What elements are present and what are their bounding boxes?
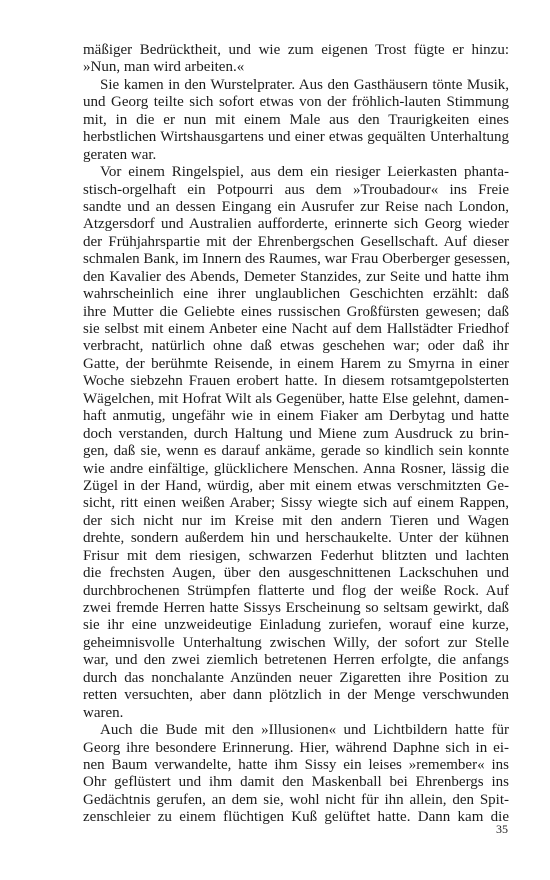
page-number: 35 (496, 822, 508, 836)
text-line: Zügel in der Hand, würdig, aber mit einem etwas verschmitzten Ge- (83, 477, 509, 494)
text-line: doch verstanden, durch Haltung und Miene zum Ausdruck zu brin- (83, 425, 509, 442)
text-line: den Kavalier des Abends, Demeter Stanzides, zur Seite und hatte ihm (83, 268, 509, 285)
text-line: mit, in die er nun mit einem Male aus den Traurigkeiten eines (83, 111, 509, 128)
text-line: Wägelchen, mit Hofrat Wilt als Gegenüber, hatte Else gelehnt, damen- (83, 390, 509, 407)
text-line: zwei fremde Herren hatte Sissys Erscheinung so seltsam gewirkt, daß (83, 600, 509, 616)
text-line: mäßiger Bedrücktheit, und wie zum eigenen Trost fügte er hinzu: (83, 42, 509, 58)
text-line: sie ihr eine unzweideutige Einladung zuriefen, worauf eine kurze, (83, 617, 509, 634)
text-line: herbstlichen Wirtshausgartens und einer etwas gequälten Unterhaltung (83, 129, 509, 146)
text-line: Vor einem Ringelspiel, aus dem ein riesiger Leierkasten phanta- (100, 164, 509, 181)
text-line: wahrscheinlich eine ihrer unglaublichen Geschichten erzählt: daß (83, 286, 509, 303)
text-line: sie selbst mit einem Anbeter eine Nacht auf dem Hallstädter Friedhof (83, 321, 509, 337)
text-line: sandte und an dessen Eingang ein Ausrufer zur Reise nach London, (83, 198, 509, 215)
text-line: zenschleier zu einem flüchtigen Kuß gelüftet hatte. Dann kam die (83, 809, 509, 826)
text-line: ihre Mutter die Geliebte eines russischen Großfürsten gewesen; daß (83, 303, 509, 320)
text-line: Sie kamen in den Wurstelprater. Aus den Gasthäusern tönte Musik, (100, 76, 509, 93)
text-line: die frechsten Augen, über den ausgeschnittenen Lackschuhen und (83, 565, 509, 582)
text-line: verbracht, natürlich ohne daß etwas geschehen war; oder daß ihr (83, 338, 509, 355)
text-line: und Georg teilte sich sofort etwas von der fröhlich-lauten Stimmung (83, 94, 509, 111)
text-line: waren. (83, 704, 124, 721)
text-line: Georg ihre besondere Erinnerung. Hier, während Daphne sich in ei- (83, 739, 509, 756)
text-line: sicht, ritt einen weißen Araber; Sissy wiegte sich auf einem Rappen, (83, 495, 509, 512)
text-line: nen Baum verwandelte, hatte ihm Sissy ein leises »remember« ins (83, 756, 509, 773)
text-line: retten versuchten, aber dann plötzlich in der Menge verschwunden (83, 687, 509, 704)
text-line: Woche siebzehn Frauen erobert hatte. In diesem rotsamtgepolsterten (83, 373, 509, 390)
text-line: der sich nicht nur im Kreise mit den andern Tieren und Wagen (83, 512, 509, 529)
text-line: war, und den zwei ziemlich betretenen Herren erfolgte, die anfangs (83, 652, 509, 669)
text-line: geheimnisvolle Unterhaltung zwischen Willy, der sofort zur Stelle (83, 634, 509, 651)
text-line: durchbrochenen Strümpfen flatterte und flog der weiße Rock. Auf (83, 582, 509, 599)
text-line: wie andre einfältige, glücklichere Menschen. Anna Rosner, lässig die (83, 460, 509, 477)
text-line: Auch die Bude mit den »Illusionen« und Lichtbildern hatte für (100, 722, 509, 739)
text-line: stisch-orgelhaft ein Potpourri aus dem »Troubadour« ins Freie (83, 181, 509, 198)
text-line: Atzgersdorf und Australien aufforderte, erinnerte sich Georg wieder (83, 216, 509, 233)
text-line: Ohr geflüstert und ihm damit den Maskenball bei Ehrenbergs ins (83, 774, 509, 791)
text-line: Gedächtnis gerufen, an dem sie, wohl nicht für ihn allein, den Spit- (83, 791, 509, 808)
text-line: schmalen Bank, im Innern des Raumes, war Frau Oberberger gesessen, (83, 251, 511, 268)
text-line: »Nun, man wird arbeiten.« (83, 59, 245, 76)
text-line: der Frühjahrspartie mit der Ehrenbergschen Gesellschaft. Auf dieser (83, 233, 509, 250)
text-line: gen, daß sie, wenn es darauf ankäme, gerade so kindlich sein konnte (83, 443, 509, 460)
body-text (83, 42, 509, 827)
text-line: geraten war. (83, 146, 157, 163)
text-line: Frisur mit dem riesigen, schwarzen Federhut blitzten und lachten (83, 547, 509, 564)
text-line: Gatte, der berühmte Reisende, in einem Harem zu Smyrna in einer (83, 355, 509, 372)
text-line: durch das nonchalante Anzünden neuer Zigaretten ihre Position zu (83, 669, 509, 686)
text-line: drehte, sondern außerdem hin und herschaukelte. Unter der kühnen (83, 530, 509, 547)
text-line: haft anmutig, ungefähr wie in einem Fiaker am Derbytag und hatte (83, 408, 509, 425)
